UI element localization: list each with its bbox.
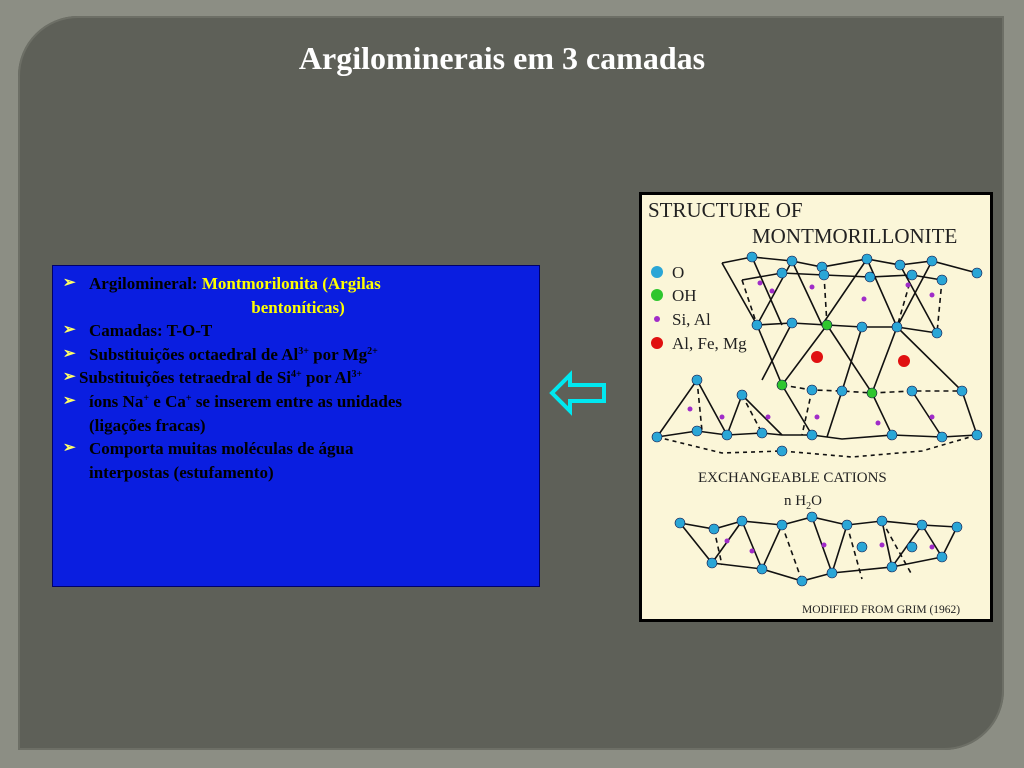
water-label: n $H_2O$ xyxy=(784,493,822,512)
bullet-3: ➢ Substituições octaedral de $Al^{3+}$ por $Mg^{2+}$ xyxy=(63,343,533,367)
bullet-marker-icon: ➢ xyxy=(63,440,76,457)
bullet-5-line2: (ligações fracas) xyxy=(89,415,206,435)
figure-title-line1: STRUCTURE OF xyxy=(648,198,803,222)
legend-si-icon xyxy=(654,316,660,322)
bullet-6-line2: interpostas (estufamento) xyxy=(89,462,274,482)
left-arrow-icon xyxy=(548,370,608,416)
bullet-marker-icon: ➢ xyxy=(63,275,76,291)
bullet-list xyxy=(63,272,533,484)
figure-title-line2: MONTMORILLONITE xyxy=(752,224,958,248)
slide-title: Argilominerais em 3 camadas xyxy=(298,40,706,76)
figure-credit: MODIFIED FROM GRIM (1962) xyxy=(802,604,961,616)
bullet-6: ➢ Comporta muitas moléculas de água xyxy=(63,437,533,461)
montmorillonite-structure-figure xyxy=(639,192,993,622)
bullet-marker-icon: ➢ xyxy=(63,322,76,339)
legend-al-label: Al, Fe, Mg xyxy=(672,334,747,353)
legend-o-label: O xyxy=(672,263,685,282)
bullet-2: ➢ Camadas: T-O-T xyxy=(63,319,533,343)
bullet-4: ➢ Substituições tetraedral de $Si^{4+}$ por $Al^{3+}$ xyxy=(63,366,533,390)
bullet-1-line2: bentoníticas) xyxy=(251,297,345,317)
legend-oh-icon xyxy=(651,289,663,301)
exchangeable-cations-label: EXCHANGEABLE CATIONS xyxy=(698,470,887,486)
legend-al-icon xyxy=(651,337,663,349)
bullet-marker-icon: ➢ xyxy=(63,369,76,386)
bullet-box xyxy=(52,265,540,587)
legend-si-label: Si, Al xyxy=(672,310,711,329)
legend-o-icon xyxy=(651,266,663,278)
bullet-5: ➢ íons Na+ e Ca+ se inserem entre as unidades xyxy=(63,390,533,414)
aluminum-atoms xyxy=(811,351,910,367)
bullet-marker-icon: ➢ xyxy=(63,392,76,409)
bullet-marker-icon: ➢ xyxy=(63,345,76,362)
bullet-1: ➢ Argilomineral: Montmorilonita (Argilas xyxy=(63,272,533,296)
legend xyxy=(651,263,747,353)
structure-svg xyxy=(642,195,990,619)
legend-oh-label: OH xyxy=(672,286,697,305)
